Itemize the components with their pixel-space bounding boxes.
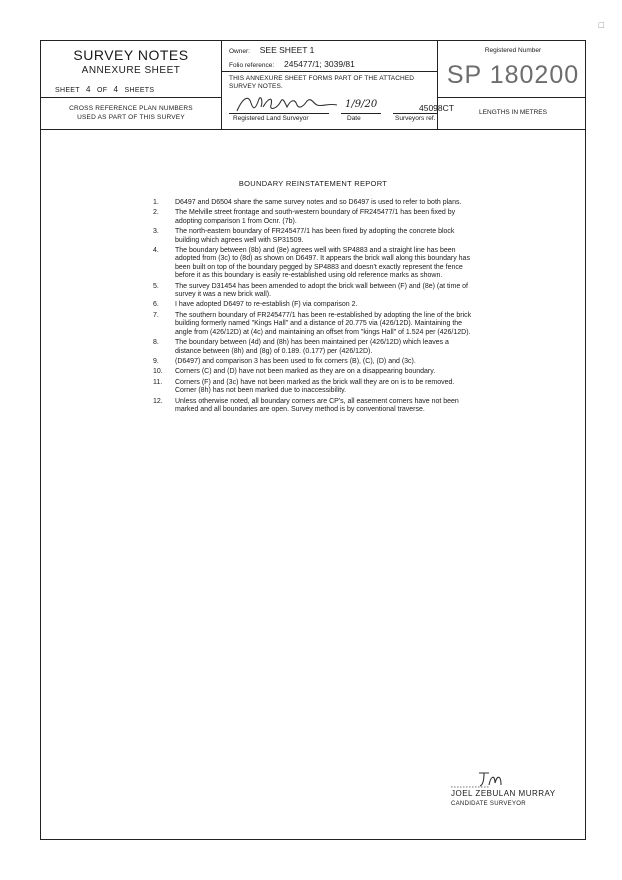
list-item: [153, 209, 473, 226]
item-text: Corners (C) and (D) have not been marked as they are on a disappearing boundary.: [175, 368, 436, 376]
sheet-total: 4: [113, 85, 119, 94]
item-number: 1.: [153, 199, 159, 206]
sheet-subtitle: ANNEXURE SHEET: [81, 65, 181, 76]
owner-field: [229, 45, 314, 55]
date-value: 1/9/20: [345, 99, 378, 110]
item-text: The boundary between (4d) and (8h) has been maintained per (426/12D) which leaves a distance between (8h) and (8g) of 0.189. (0.177) per (426/12D).: [175, 339, 449, 355]
registered-number: SP 180200: [446, 61, 580, 89]
cross-ref-line: CROSS REFERENCE PLAN NUMBERS: [69, 105, 193, 112]
owner-label: Owner:: [229, 48, 250, 55]
annexure-note-line: SURVEY NOTES.: [229, 83, 283, 90]
folio-value: 245477/1; 3039/81: [283, 59, 355, 69]
item-text: The Melville street frontage and south-western boundary of FR245477/1 has been fixed by adopting comparison 1 from Ocnr. (7b).: [175, 209, 456, 225]
item-text: D6497 and D6504 share the same survey notes and so D6497 is used to refer to both plans.: [175, 199, 462, 206]
candidate-role: CANDIDATE SURVEYOR: [451, 801, 526, 807]
list-item: [153, 247, 473, 281]
item-text: Corners (F) and (3c) have not been marked as the brick wall they are on is to be removed. Corner (8h) has not been marked due to inaccessibility.: [175, 378, 455, 395]
owner-value: SEE SHEET 1: [259, 45, 315, 55]
list-item: [153, 228, 473, 245]
signature-line: [229, 113, 329, 114]
item-number: 3.: [153, 228, 159, 236]
folio-label: Folio reference:: [229, 62, 275, 69]
list-item: [153, 339, 473, 356]
cross-reference-label: [45, 104, 217, 122]
item-number: 6.: [153, 301, 159, 309]
header-block: [41, 41, 585, 129]
item-number: 9.: [153, 357, 159, 365]
item-number: 12.: [153, 397, 163, 405]
report-title: BOUNDARY REINSTATEMENT REPORT: [238, 179, 388, 188]
sheet-number: 4: [85, 85, 91, 94]
item-number: 11.: [153, 378, 163, 386]
candidate-signature: [449, 767, 529, 789]
header-divider: [221, 71, 437, 72]
list-item: [153, 368, 473, 376]
surveyor-label: Registered Land Surveyor: [233, 115, 309, 122]
annexure-note-line: THIS ANNEXURE SHEET FORMS PART OF THE ATTACHED: [229, 75, 415, 82]
list-item: [153, 199, 473, 207]
folio-field: [229, 59, 355, 69]
item-text: The survey D31454 has been amended to adopt the brick wall between (F) and (8e) (at time of survey it was a new brick wall).: [175, 282, 468, 299]
list-item: [153, 312, 473, 337]
surveyors-ref-label: Surveyors ref.: [395, 115, 436, 122]
cross-ref-line: USED AS PART OF THIS SURVEY: [77, 114, 185, 121]
item-text: The north-eastern boundary of FR245477/1 has been fixed by adopting the concrete block building which agrees well with SP31509.: [175, 228, 455, 244]
item-number: 7.: [153, 311, 159, 319]
lengths-unit-label: LENGTHS IN METRES: [479, 109, 547, 116]
item-text: Unless otherwise noted, all boundary corners are CP's, all easement corners have not been marked and all boundaries are open. Survey method is by conventional traverse.: [175, 397, 459, 413]
header-divider: [41, 97, 221, 98]
header-divider: [41, 129, 585, 130]
item-text: I have adopted D6497 to re-establish (F) via comparison 2.: [175, 301, 358, 309]
header-divider: [221, 41, 222, 129]
list-item: [153, 283, 473, 300]
date-line: [341, 113, 381, 114]
item-text: The southern boundary of FR245477/1 has been re-established by adopting the line of the brick building formerly named "Kings Hall" and a distance of 20.775 via (426/12D). Maintaining the angle from (426/12D) at (4c) and maintaining an offset from "kings Hall" of 1.524 per (426/12D).: [175, 311, 472, 336]
annexure-sheet-frame: [40, 40, 586, 840]
header-divider: [437, 97, 585, 98]
item-number: 8.: [153, 339, 159, 347]
annexure-note: [229, 75, 429, 91]
item-number: 2.: [153, 209, 159, 217]
surveyors-ref-value: 45098CT: [419, 103, 454, 113]
ref-line: [393, 113, 437, 114]
sheet-title: SURVEY NOTES: [73, 47, 189, 63]
item-number: 10.: [153, 368, 163, 376]
item-text: (D6497) and comparison 3 has been used to fix corners (B), (C), (D) and (3c).: [175, 357, 416, 365]
list-item: [153, 398, 473, 415]
list-item: [153, 301, 473, 309]
registered-number-label: Registered Number: [484, 47, 542, 54]
sheet-of: OF: [96, 87, 108, 94]
corner-mark: □: [598, 20, 604, 30]
item-text: The boundary between (8b) and (8e) agrees well with SP4883 and a straight line has been adopted from (3c) to (8d) as shown on D6497. It appears the brick wall along this boundary has been built on top of the boundary pegged by SP4883 and doesn't exactly represent the fence before it as this boundary is easily re-established using old reference marks as shown.: [175, 247, 470, 280]
surveyor-signature: [233, 93, 343, 115]
header-divider: [437, 41, 438, 129]
sheet-prefix: SHEET: [55, 87, 80, 94]
list-item: [153, 379, 473, 396]
sheet-count: [55, 85, 154, 94]
report-items: [153, 199, 473, 416]
item-number: 5.: [153, 282, 159, 290]
sheet-suffix: SHEETS: [124, 87, 155, 94]
date-label: Date: [347, 115, 361, 122]
item-number: 4.: [153, 247, 159, 255]
list-item: [153, 358, 473, 366]
candidate-name: JOEL ZEBULAN MURRAY: [451, 789, 556, 798]
